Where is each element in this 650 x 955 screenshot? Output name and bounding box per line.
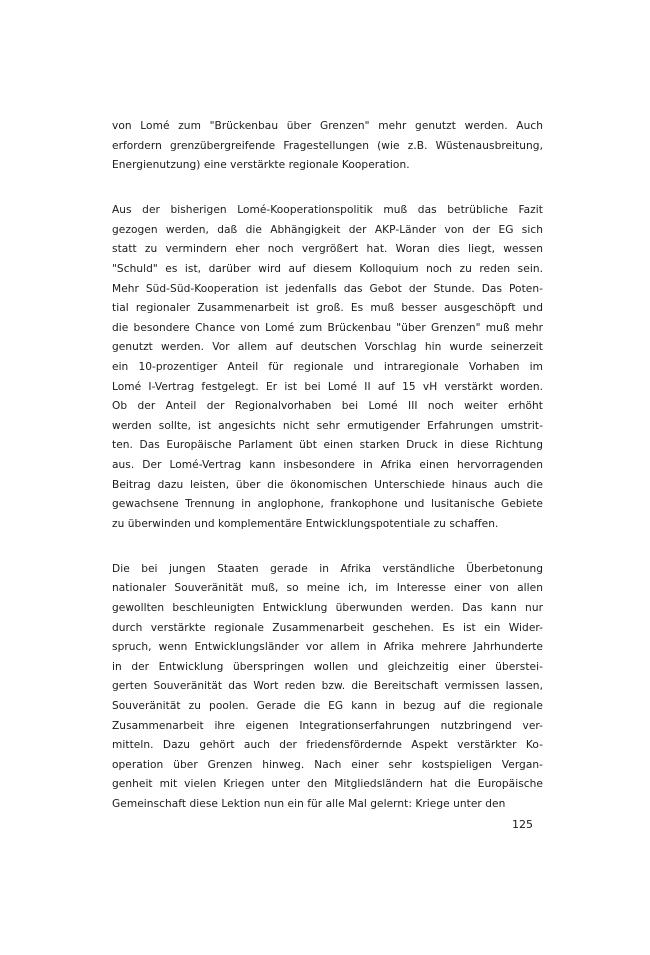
text-line: mitteln. Dazu gehört auch der friedensfördernde Aspekt verstärkter Ko- <box>112 739 543 752</box>
text-line: ten. Das Europäische Parlament übt einen starken Druck in diese Richtung <box>112 439 543 452</box>
text-line: durch verstärkte regionale Zusammenarbeit geschehen. Es ist ein Wider- <box>112 621 543 634</box>
text-line: aus. Der Lomé-Vertrag kann insbesondere in Afrika einen hervorragenden <box>112 459 543 471</box>
text-line: Mehr Süd-Süd-Kooperation ist jedenfalls das Gebot der Stunde. Das Poten- <box>112 282 543 295</box>
text-line: operation über Grenzen hinweg. Nach einer sehr kostspieligen Vergan- <box>112 758 543 771</box>
text-line: gewollten beschleunigten Entwicklung überwunden werden. Das kann nur <box>112 602 543 615</box>
text-line: spruch, wenn Entwicklungsländer vor allem in Afrika mehrere Jahrhunderte <box>112 641 543 654</box>
text-line: Lomé I-Vertrag festgelegt. Er ist bei Lomé II auf 15 vH verstärkt worden. <box>112 380 543 393</box>
text-line: gezogen werden, daß die Abhängigkeit der AKP-Länder von der EG sich <box>112 223 543 236</box>
page-number: 125 <box>512 818 533 831</box>
text-line: Energienutzung) eine verstärkte regionale Kooperation. <box>112 159 410 172</box>
text-line: Gemeinschaft diese Lektion nun ein für alle Mal gelernt: Kriege unter den <box>112 798 506 810</box>
text-line: Souveränität zu poolen. Gerade die EG kann in bezug auf die regionale <box>112 700 543 713</box>
text-line: tial regionaler Zusammenarbeit ist groß. Es muß besser ausgeschöpft und <box>112 302 543 315</box>
text-line: statt zu vermindern eher noch vergrößert hat. Woran dies liegt, wessen <box>112 243 543 256</box>
text-line: Die bei jungen Staaten gerade in Afrika verständliche Überbetonung <box>112 562 543 575</box>
text-line: "Schuld" es ist, darüber wird auf diesem Kolloquium noch zu reden sein. <box>112 263 543 276</box>
paragraph <box>112 117 543 176</box>
text-line: die besondere Chance von Lomé zum Brückenbau "über Grenzen" muß mehr <box>112 321 543 334</box>
text-line: Aus der bisherigen Lomé-Kooperationspolitik muß das betrübliche Fazit <box>112 204 543 217</box>
paragraph <box>112 560 543 815</box>
text-line: werden sollte, ist angesichts nicht sehr ermutigender Erfahrungen umstrit- <box>112 419 543 432</box>
text-line: Zusammenarbeit ihre eigenen Integrationserfahrungen nutzbringend ver- <box>112 719 543 732</box>
text-line: genheit mit vielen Kriegen unter den Mitgliedsländern hat die Europäische <box>112 778 543 791</box>
paragraph <box>112 201 543 534</box>
text-line: von Lomé zum "Brückenbau über Grenzen" mehr genutzt werden. Auch <box>112 120 543 132</box>
text-line: Ob der Anteil der Regionalvorhaben bei Lomé III noch weiter erhöht <box>112 400 543 413</box>
text-line: genutzt werden. Vor allem auf deutschen Vorschlag hin wurde seinerzeit <box>112 341 543 354</box>
body-text <box>112 117 543 815</box>
text-line: Beitrag dazu leisten, über die ökonomischen Unterschiede hinaus auch die <box>112 478 543 491</box>
text-line: erfordern grenzübergreifende Fragestellungen (wie z.B. Wüstenausbreitung, <box>112 139 543 152</box>
text-line: gerten Souveränität das Wort reden bzw. die Bereitschaft vermissen lassen, <box>112 680 543 693</box>
text-line: ein 10-prozentiger Anteil für regionale und intraregionale Vorhaben im <box>112 361 543 374</box>
text-line: zu überwinden und komplementäre Entwicklungspotentiale zu schaffen. <box>112 517 499 530</box>
text-line: in der Entwicklung überspringen wollen und gleichzeitig einer überstei- <box>112 660 543 673</box>
text-line: gewachsene Trennung in anglophone, frankophone und lusitanische Gebiete <box>112 498 543 511</box>
text-line: nationaler Souveränität muß, so meine ich, im Interesse einer von allen <box>112 582 543 595</box>
document-page <box>112 117 543 840</box>
